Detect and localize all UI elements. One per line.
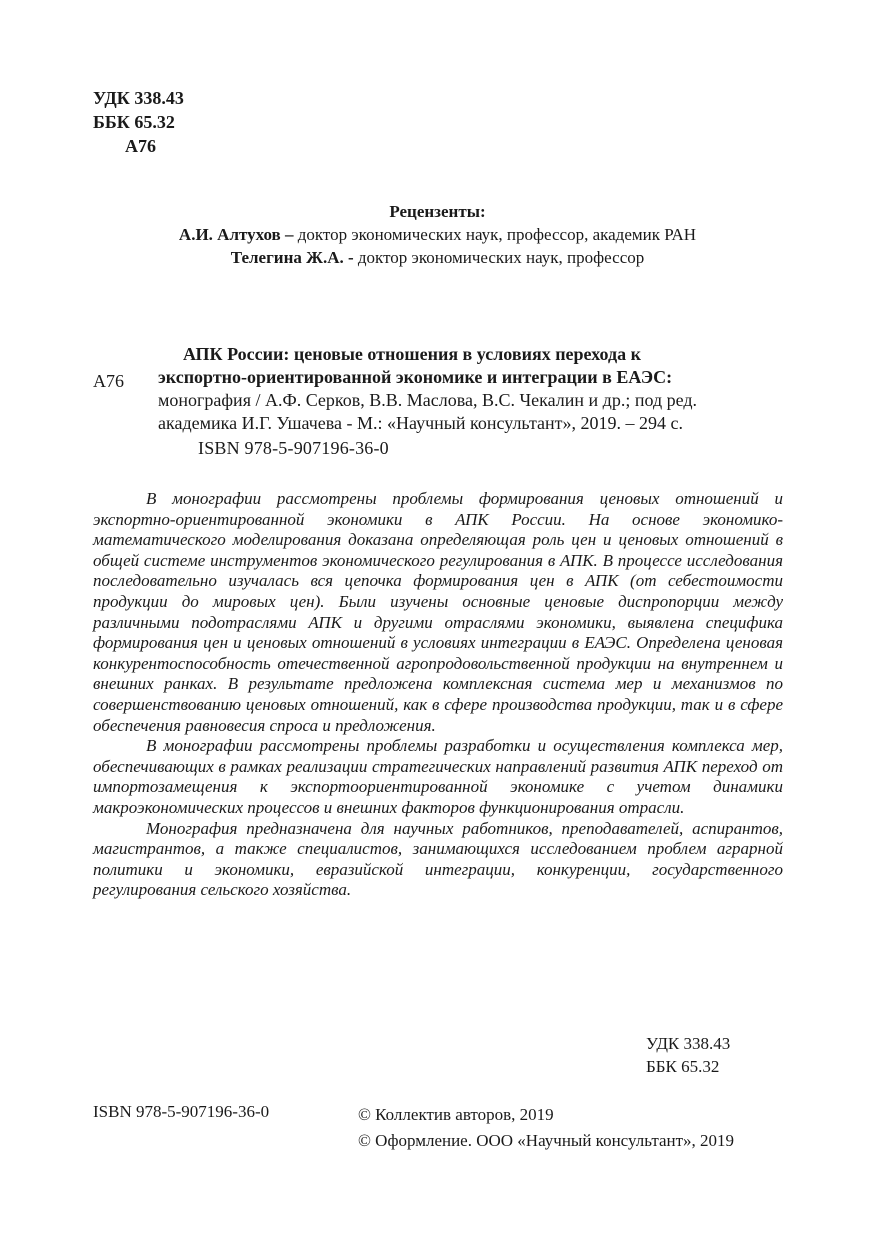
reviewer-name: А.И. Алтухов – — [178, 225, 294, 244]
book-title-line-2: экспортно-ориентированной экономике и интеграции в ЕАЭС: — [158, 367, 673, 387]
reviewer-line — [0, 246, 875, 269]
copyright-block — [358, 1102, 734, 1154]
reviewers-heading: Рецензенты: — [389, 202, 486, 221]
bbk-code: ББК 65.32 — [646, 1057, 720, 1076]
book-details-line-1: монография / А.Ф. Серков, В.В. Маслова, В.С. Чекалин и др.; под ред. — [158, 390, 698, 410]
classification-codes-top — [93, 86, 184, 158]
author-mark: А76 — [125, 136, 156, 156]
book-details-line-2: академика И.Г. Ушачева - М.: «Научный консультант», 2019. – 294 с. — [158, 413, 684, 433]
udk-code: УДК 338.43 — [646, 1034, 731, 1053]
reviewer-name: Телегина Ж.А. - — [230, 248, 354, 267]
copyright-authors: © Коллектив авторов, 2019 — [358, 1105, 554, 1124]
footer-isbn: ISBN 978-5-907196-36-0 — [93, 1102, 270, 1121]
abstract-paragraph: Монография предназначена для научных работников, преподавателей, аспирантов, магистрантов, а также специалистов, занимающихся исследованием проблем аграрной политики и экономики, евразийской интеграции, конкуренции, государственного регулирования сельского хозяйства. — [93, 818, 783, 900]
bibliographic-author-mark: А76 — [93, 371, 124, 391]
classification-codes-bottom — [646, 1032, 730, 1078]
reviewer-line — [0, 223, 875, 246]
reviewer-description: доктор экономических наук, профессор, академик РАН — [293, 225, 697, 244]
bibliographic-record — [158, 343, 788, 460]
abstract-paragraph: В монографии рассмотрены проблемы разработки и осуществления комплекса мер, обеспечивающих в рамках реализации стратегических направлений развития АПК переход от импортозамещения к экспортоориентированной экономике с учетом динамики макроэкономических процессов и внешних факторов функционирования отрасли. — [93, 736, 783, 817]
book-title-line-1: АПК России: ценовые отношения в условиях перехода к — [183, 344, 641, 364]
reviewer-description: доктор экономических наук, профессор — [353, 248, 645, 267]
book-isbn: ISBN 978-5-907196-36-0 — [198, 438, 389, 458]
reviewers-block — [0, 200, 875, 269]
bbk-code: ББК 65.32 — [93, 112, 175, 132]
abstract — [93, 489, 783, 901]
abstract-paragraph: В монографии рассмотрены проблемы формирования ценовых отношений и экспортно-ориентированной экономики в АПК России. На основе экономико-математического моделирования доказана определяющая роль цен и ценовых отношений в общей системе инструментов экономического регулирования в АПК. В процессе исследования последовательно изучалась вся цепочка формирования цен в АПК (от себестоимости продукции до мировых цен). Были изучены основные ценовые диспропорции между различными подотраслями АПК и другими отраслями экономики, выявлена специфика формирования цен и ценовых отношений в условиях интеграции в ЕАЭС. Определена ценовая конкурентоспособность отечественной агропродовольственной продукции на внутреннем и внешних ранках. В результате предложена комплексная система мер и механизмов по совершенствованию ценовых отношений, как в сфере производства продукции, так и в сфере обеспечения равновесия спроса и предложения. — [93, 489, 783, 735]
copyright-design: © Оформление. ООО «Научный консультант», 2019 — [358, 1131, 735, 1150]
udk-code: УДК 338.43 — [93, 88, 184, 108]
